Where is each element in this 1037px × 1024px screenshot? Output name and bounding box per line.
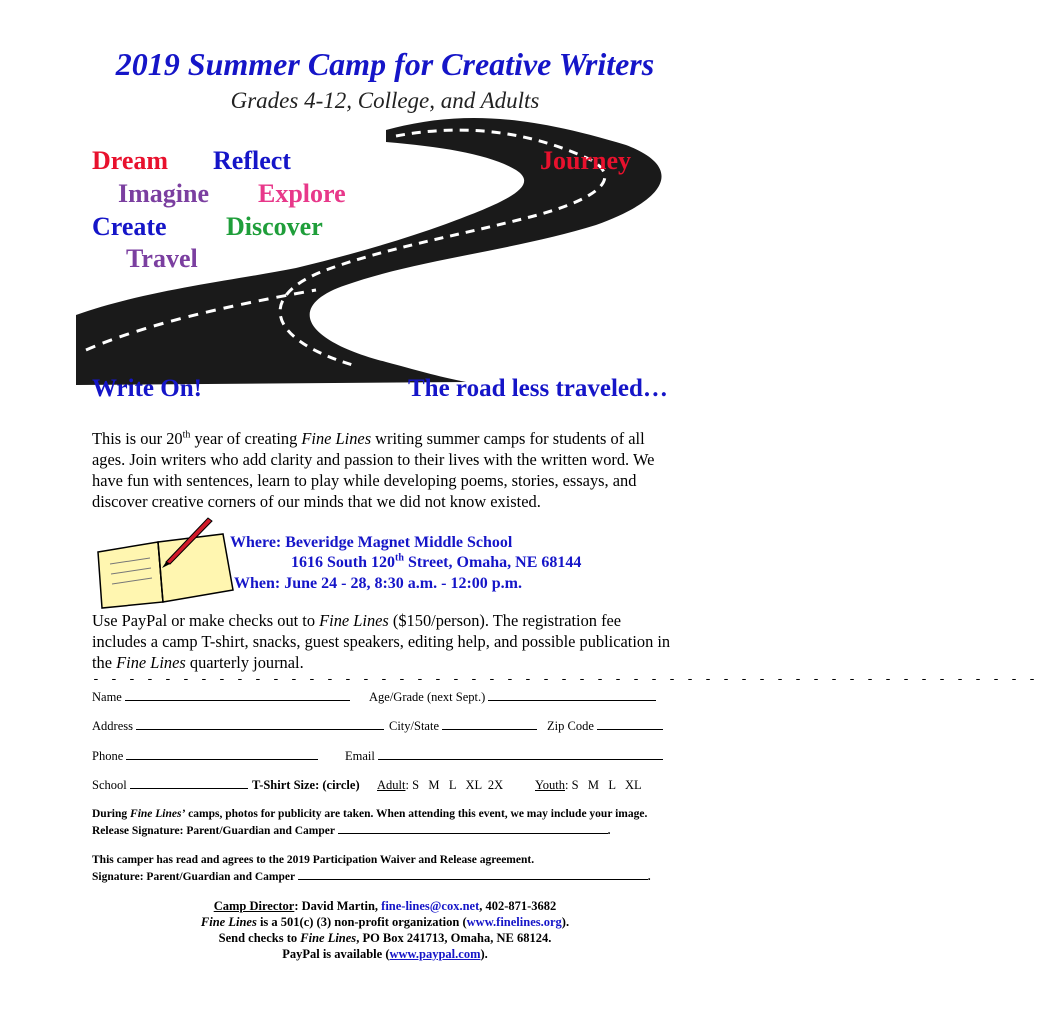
zip-code-field[interactable]: Zip Code: [547, 719, 663, 734]
word-create: Create: [92, 212, 167, 241]
payment-paragraph: Use PayPal or make checks out to Fine Lines ($150/person). The registration fee includes a camp T-shirt, snacks, guest speakers, editing help, and possible publication in the Fine Lines quarterly journal.: [92, 611, 671, 672]
cut-line-divider: - - - - - - - - - - - - - - - - - - - - - - - - - - - - - - - - - - - - - - - - - - - - - - - - - - - - -: [92, 672, 1037, 687]
name-field[interactable]: Name: [92, 690, 350, 705]
open-book-quill-icon: [88, 512, 238, 612]
school-field[interactable]: School: [92, 778, 248, 793]
paypal-link[interactable]: www.paypal.com: [389, 947, 481, 961]
adult-size-options[interactable]: Adult: S M L XL 2X: [377, 778, 504, 792]
address-field[interactable]: Address: [92, 719, 384, 734]
word-journey: Journey: [540, 146, 631, 175]
paypal-note: PayPal is available (www.paypal.com).: [282, 947, 488, 961]
waiver-signature-line[interactable]: Signature: Parent/Guardian and Camper .: [92, 871, 651, 883]
tshirt-size-label: T-Shirt Size: (circle): [252, 778, 360, 792]
waiver-statement: This camper has read and agrees to the 2019 Participation Waiver and Release agreement.: [92, 854, 535, 866]
director-email-link[interactable]: fine-lines@cox.net: [381, 899, 480, 913]
mailing-address: Send checks to Fine Lines, PO Box 241713, Omaha, NE 68124.: [218, 931, 552, 945]
word-discover: Discover: [226, 212, 323, 241]
location-address: 1616 South 120th Street, Omaha, NE 68144: [291, 552, 582, 571]
location-when: When: June 24 - 28, 8:30 a.m. - 12:00 p.m.: [234, 575, 522, 592]
word-imagine: Imagine: [118, 179, 209, 208]
word-explore: Explore: [258, 179, 346, 208]
word-reflect: Reflect: [213, 146, 291, 175]
phone-field[interactable]: Phone: [92, 749, 318, 764]
page-title: 2019 Summer Camp for Creative Writers: [115, 46, 655, 82]
intro-paragraph: This is our 20th year of creating Fine Lines writing summer camps for students of all ages. Join writers who add clarity and passion to their lives with the written word. We have fun with sentences, learn to play while developing poems, stories, essays, and discover creative corners of our minds that we did not know existed.: [92, 429, 655, 511]
word-dream: Dream: [92, 146, 169, 175]
tagline-road-less-traveled: The road less traveled…: [408, 375, 668, 402]
camp-director-contact: Camp Director: David Martin, fine-lines@cox.net, 402-871-3682: [213, 899, 557, 913]
city-state-field[interactable]: City/State: [389, 719, 537, 734]
age-grade-field[interactable]: Age/Grade (next Sept.): [369, 690, 656, 705]
email-field[interactable]: Email: [345, 749, 663, 764]
tagline-write-on: Write On!: [92, 375, 202, 402]
nonprofit-statement: Fine Lines is a 501(c) (3) non-profit organization (www.finelines.org).: [200, 915, 570, 929]
page-subtitle: Grades 4-12, College, and Adults: [230, 88, 540, 113]
photo-release-notice: During Fine Lines’ camps, photos for publicity are taken. When attending this event, we may include your image. Release Signature: Parent/Guardian and Camper .: [92, 808, 648, 837]
location-where: Where: Beveridge Magnet Middle School: [230, 534, 513, 551]
word-travel: Travel: [126, 244, 198, 273]
finelines-website-link[interactable]: www.finelines.org: [466, 915, 562, 929]
winding-road-illustration: [86, 100, 676, 385]
youth-size-options[interactable]: Youth: S M L XL: [535, 778, 642, 792]
